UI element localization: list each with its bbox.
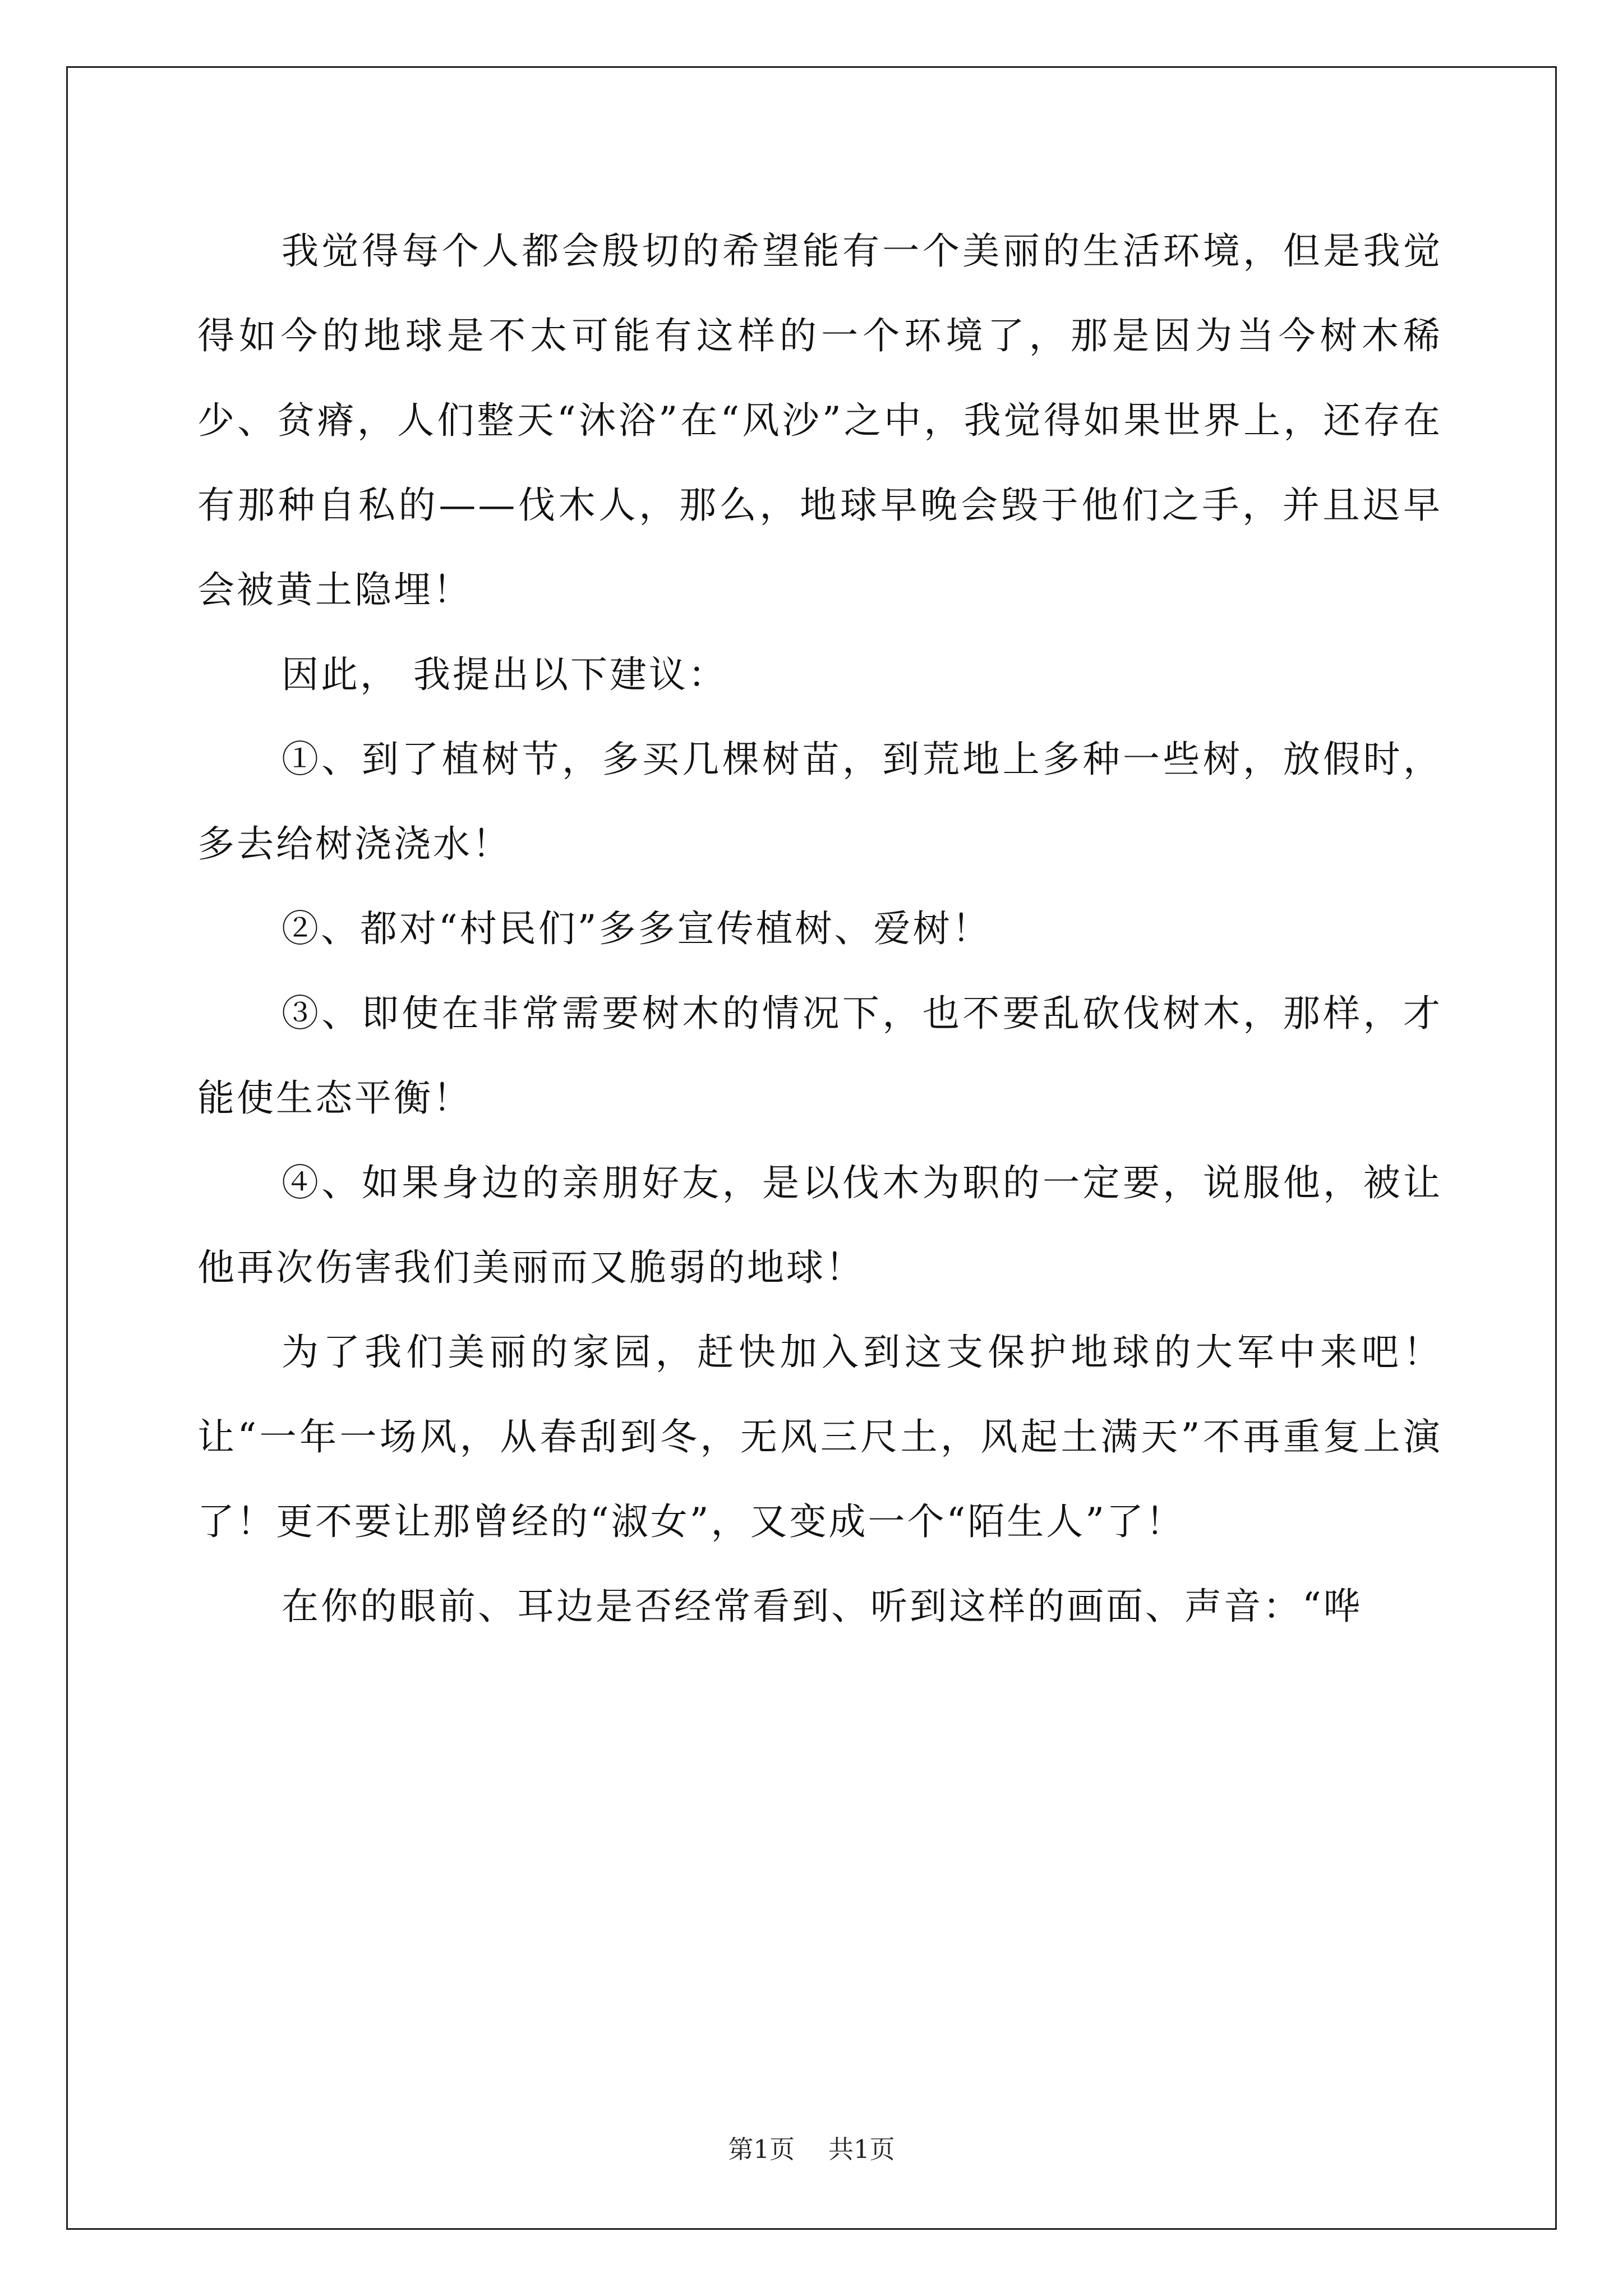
paragraph: 我觉得每个人都会殷切的希望能有一个美丽的生活环境，但是我觉得如今的地球是不太可能有这样的一个环境了，那是因为当今树木稀少、贫瘠，人们整天“沐浴”在“风沙”之中，我觉得如果世界上，还存在有那种自私的——伐木人，那么，地球早晚会毁于他们之手，并且迟早会被黄土隐埋！: [197, 229, 1442, 611]
page-footer: [0, 2133, 1623, 2166]
paragraph: 因此， 我提出以下建议：: [282, 653, 727, 696]
paragraph: ③、即使在非常需要树木的情况下，也不要乱砍伐树木，那样，才能使生态平衡！: [197, 992, 1442, 1120]
document-body: [197, 209, 1442, 1649]
paragraph: ②、都对“村民们”多多宣传植树、爱树！: [282, 907, 992, 950]
paragraph: ①、到了植树节，多买几棵树苗，到荒地上多种一些树，放假时，多去给树浇浇水！: [197, 738, 1442, 866]
paragraph: 在你的眼前、耳边是否经常看到、听到这样的画面、声音：“哗: [282, 1585, 1363, 1628]
paragraph: 为了我们美丽的家园，赶快加入到这支保护地球的大军中来吧！让“一年一场风，从春刮到冬，无风三尺土，风起土满天”不再重复上演了！更不要让那曾经的“淑女”，又变成一个“陌生人”了！: [197, 1331, 1442, 1543]
page-number: 第1页: [728, 2134, 795, 2164]
page-total: 共1页: [828, 2134, 895, 2164]
paragraph: ④、如果身边的亲朋好友，是以伐木为职的一定要，说服他，被让他再次伤害我们美丽而又脆弱的地球！: [197, 1161, 1442, 1289]
